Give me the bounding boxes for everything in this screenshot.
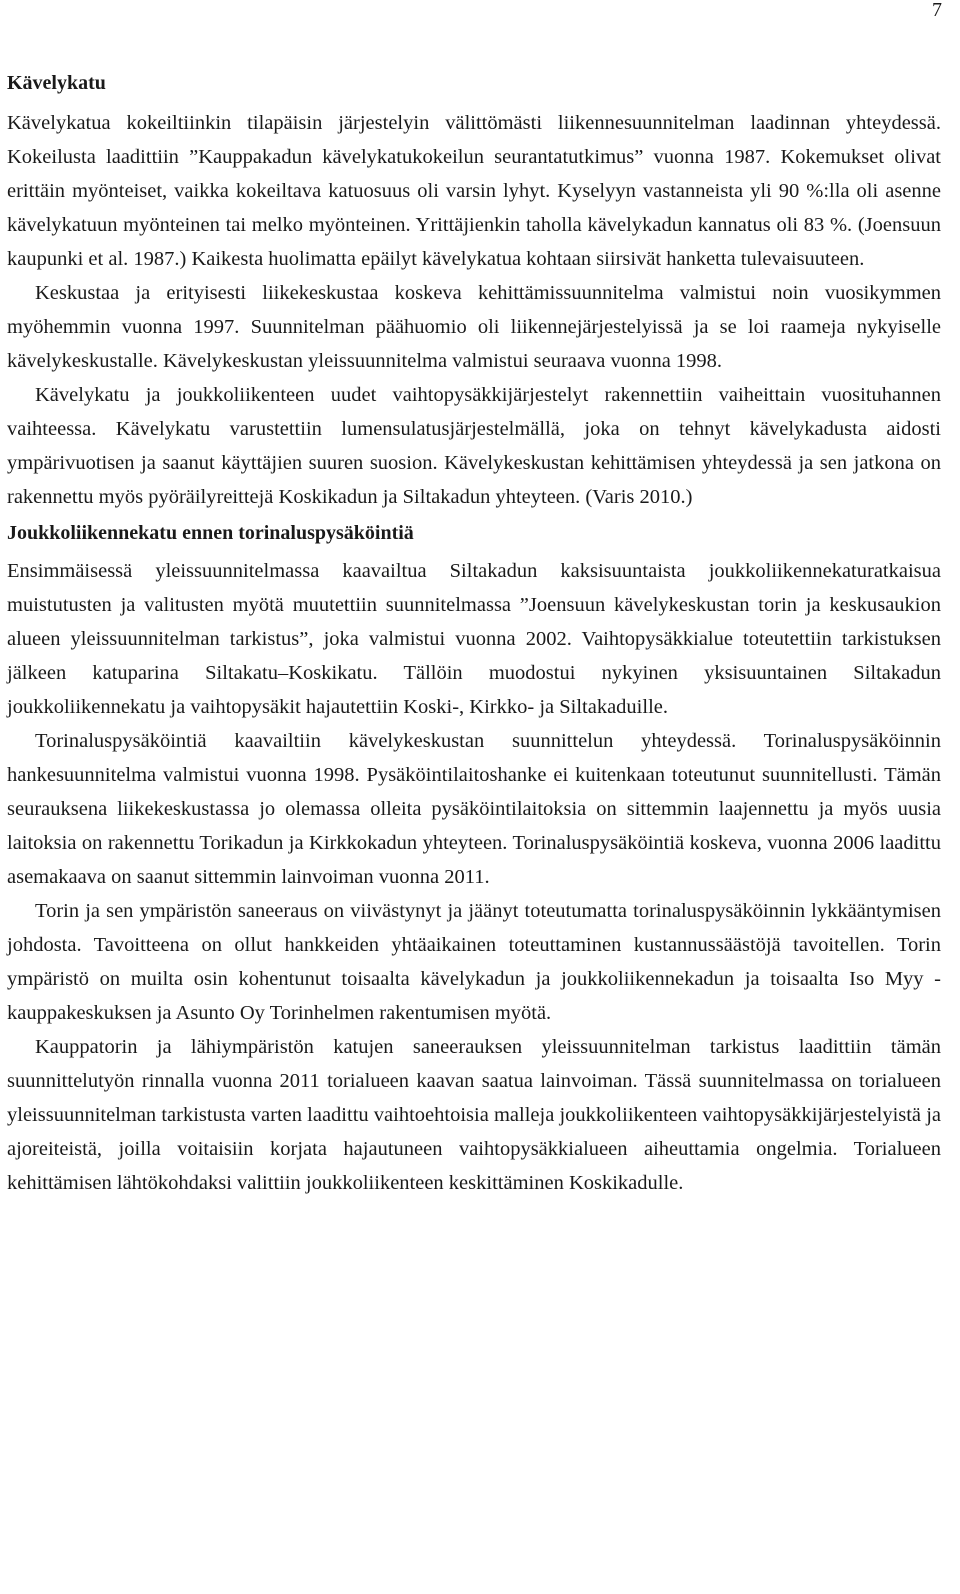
body-paragraph: Keskustaa ja erityisesti liikekeskustaa koskeva kehittämissuunnitelma valmistui noin vuosikymmen myöhemmin vuonna 1997. Suunnitelman päähuomio oli liikennejärjestelyissä ja se loi raameja nykyiselle kävelykeskustalle. Kävelykeskustan yleissuunnitelma valmistui seuraava vuonna 1998.	[7, 282, 941, 372]
body-paragraph: Kauppatorin ja lähiympäristön katujen saneerauksen yleissuunnitelman tarkistus laadittiin tämän suunnittelutyön rinnalla vuonna 2011 torialueen kaavan saatua lainvoiman. Tässä suunnitelmassa on torialueen yleissuunnitelman tarkistusta varten laadittu vaihtoehtoisia malleja joukkoliikenteen vaihtopysäkkijärjestelyistä ja ajoreiteistä, joilla voitaisiin korjata hajautuneen vaihtopysäkkialueen aiheuttamia ongelmia. Torialueen kehittämisen lähtökohdaksi valittiin joukkoliikenteen keskittäminen Koskikadulle.	[7, 1036, 941, 1194]
body-paragraph: Kävelykatu ja joukkoliikenteen uudet vaihtopysäkkijärjestelyt rakennettiin vaiheittain vuosituhannen vaihteessa. Kävelykatu varustettiin lumensulatusjärjestelmällä, joka on tehnyt kävelykadusta aidosti ympärivuotisen ja saanut käyttäjien suuren suosion. Kävelykeskustan kehittämisen yhteydessä ja sen jatkona on rakennettu myös pyöräilyreittejä Koskikadun ja Siltakadun yhteyteen. (Varis 2010.)	[7, 384, 941, 508]
body-paragraph: Kävelykatua kokeiltiinkin tilapäisin järjestelyin välittömästi liikennesuunnitelman laadinnan yhteydessä. Kokeilusta laadittiin ”Kauppakadun kävelykatukokeilun seurantatutkimus” vuonna 1987. Kokemukset olivat erittäin myönteiset, vaikka kokeiltava katuosuus oli varsin lyhyt. Kyselyyn vastanneista yli 90 %:lla oli asenne kävelykatuun myönteinen tai melko myönteinen. Yrittäjienkin taholla kävelykadun kannatus oli 83 %. (Joensuun kaupunki et al. 1987.) Kaikesta huolimatta epäilyt kävelykatua kohtaan siirsivät hanketta tulevaisuuteen.	[7, 112, 941, 270]
body-paragraph: Ensimmäisessä yleissuunnitelmassa kaavailtua Siltakadun kaksisuuntaista joukkoliikennekaturatkaisua muistutusten ja valitusten myötä muutettiin suunnitelmassa ”Joensuun kävelykeskustan torin ja keskusaukion alueen yleissuunnitelman tarkistus”, joka valmistui vuonna 2002. Vaihtopysäkkialue toteutettiin tarkistuksen jälkeen katuparina Siltakatu–Koskikatu. Tällöin muodostui nykyinen yksisuuntainen Siltakadun joukkoliikennekatu ja vaihtopysäkit hajautettiin Koski-, Kirkko- ja Siltakaduille.	[7, 560, 941, 718]
section-heading: Kävelykatu	[7, 72, 106, 94]
section-kavelykatu	[7, 70, 941, 514]
body-paragraph: Torinaluspysäköintiä kaavailtiin kävelykeskustan suunnittelun yhteydessä. Torinaluspysäköinnin hankesuunnitelma valmistui vuonna 1998. Pysäköintilaitoshanke ei kuitenkaan toteutunut suunnitellusti. Tämän seurauksena liikekeskustassa jo olemassa olleita pysäköintilaitoksia on sittemmin laajennettu ja myös uusia laitoksia on rakennettu Torikadun ja Kirkkokadun yhteyteen. Torinaluspysäköintiä koskeva, vuonna 2006 laadittu asemakaava on saanut sittemmin lainvoiman vuonna 2011.	[7, 730, 941, 888]
page-number: 7	[932, 0, 942, 21]
page-body	[7, 70, 941, 1200]
section-heading: Joukkoliikennekatu ennen torinaluspysäköintiä	[7, 522, 414, 544]
body-paragraph: Torin ja sen ympäristön saneeraus on viivästynyt ja jäänyt toteutumatta torinaluspysäköinnin lykkääntymisen johdosta. Tavoitteena on ollut hankkeiden yhtäaikainen toteuttaminen kustannussäästöjä tavoitellen. Torin ympäristö on muilta osin kohentunut toisaalta kävelykadun ja joukkoliikennekadun ja toisaalta Iso Myy -kauppakeskuksen ja Asunto Oy Torinhelmen rakentumisen myötä.	[7, 900, 941, 1024]
section-joukkoliikennekatu	[7, 520, 941, 1200]
